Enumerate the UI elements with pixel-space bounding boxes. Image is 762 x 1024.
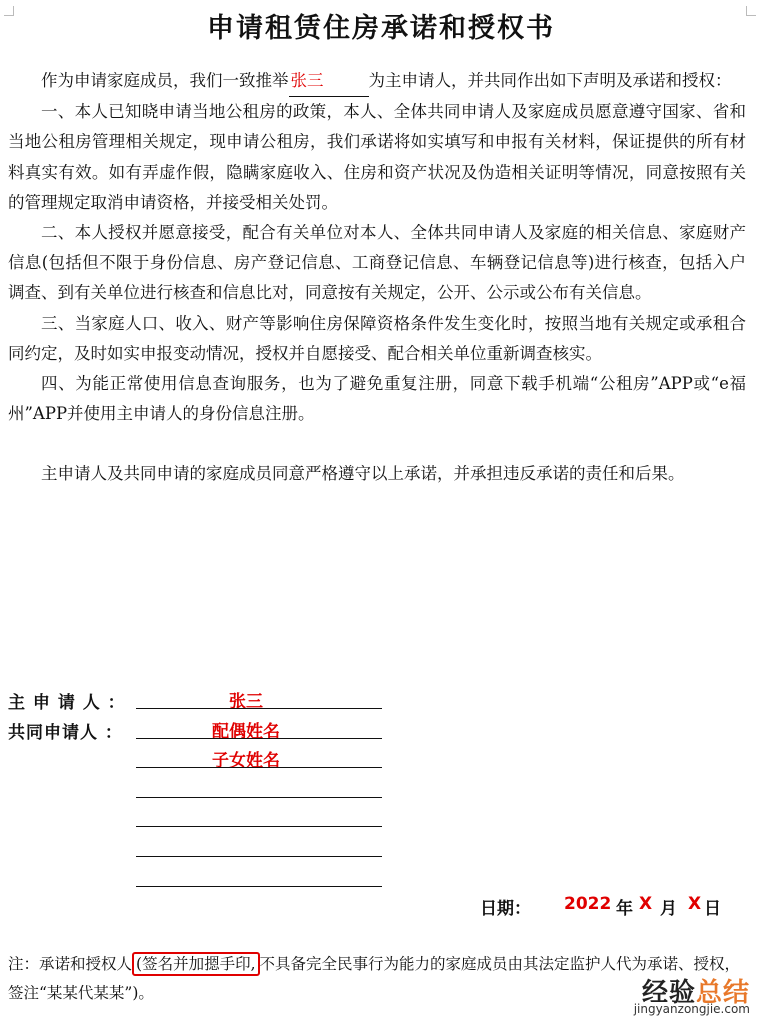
- date-year-unit: 年: [616, 899, 633, 919]
- intro-text-before: 作为申请家庭成员，我们一致推举: [41, 71, 289, 90]
- clause-1: 一、本人已知晓申请当地公租房的政策，本人、全体共同申请人及家庭成员愿意遵守国家、省和当地公租房管理相关规定，现申请公租房，我们承诺将如实填写和申报有关材料，保证提供的所有材料真实有效。如有弄虚作假，隐瞒家庭收入、住房和资产状况及伪造相关证明等情况，同意按照有关的管理规定取消申请资格，并接受相关处罚。: [8, 102, 746, 212]
- main-applicant-fill-in: 张三: [289, 66, 369, 97]
- clause-2: 二、本人授权并愿意接受，配合有关单位对本人、全体共同申请人及家庭的相关信息、家庭财产信息(包括但不限于身份信息、房产登记信息、工商登记信息、车辆登记信息等)进行核查，包括入户调查、到有关单位进行核查和信息比对，同意按有关规定，公开、公示或公布有关信息。: [8, 223, 746, 303]
- watermark-brand-b: 总结: [695, 978, 750, 1008]
- signature-line: [136, 826, 382, 827]
- signature-line: [136, 886, 382, 887]
- date-year: 2022: [564, 894, 612, 914]
- date-day-unit: 日: [704, 899, 721, 919]
- date-month: X: [639, 894, 653, 914]
- co-applicant-label: 共同申请人 ：: [8, 723, 123, 743]
- signature-line: [136, 738, 382, 739]
- intro-text-after: 为主申请人，并共同作出如下声明及承诺和授权：: [368, 71, 732, 90]
- clause-3: 三、当家庭人口、收入、财产等影响住房保障资格条件发生变化时，按照当地有关规定或承租合同约定，及时如实申报变动情况，授权并自愿接受、配合相关单位重新调查核实。: [8, 313, 746, 363]
- closing-paragraph: 主申请人及共同申请的家庭成员同意严格遵守以上承诺，并承担违反承诺的责任和后果。: [41, 464, 685, 484]
- site-watermark: [600, 972, 750, 1016]
- date-day: X: [688, 894, 702, 914]
- signature-line: [136, 708, 382, 709]
- signature-line: [136, 797, 382, 798]
- co-applicant-signature: 子女姓名: [212, 751, 280, 771]
- watermark-url: jingyanzongjie.com: [633, 1002, 750, 1016]
- note-text-before: 注：承诺和授权人: [8, 955, 133, 973]
- note-highlight-box: (签名并加摁手印,: [132, 952, 259, 976]
- note-text-after: 不具备完全民事行为能力的家庭成员由其法定监护人代为承诺、授权，签注“某某代某某”)。: [8, 955, 741, 1002]
- watermark-brand-a: 经验: [641, 978, 696, 1008]
- signature-line: [136, 856, 382, 857]
- page-title: 申请租赁住房承诺和授权书: [207, 13, 555, 44]
- co-applicant-signature: 配偶姓名: [212, 722, 280, 742]
- date-month-unit: 月: [660, 899, 677, 919]
- signature-line: [136, 767, 382, 768]
- clause-4: 四、为能正常使用信息查询服务，也为了避免重复注册，同意下载手机端“公租房”APP或“e福州”APP并使用主申请人的身份信息注册。: [8, 374, 746, 424]
- main-applicant-signature: 张三: [229, 692, 263, 712]
- document-body: [8, 66, 746, 490]
- date-label: 日期：: [480, 899, 531, 919]
- intro-paragraph: [8, 66, 746, 97]
- main-applicant-label: 主 申 请 人 ：: [8, 693, 126, 713]
